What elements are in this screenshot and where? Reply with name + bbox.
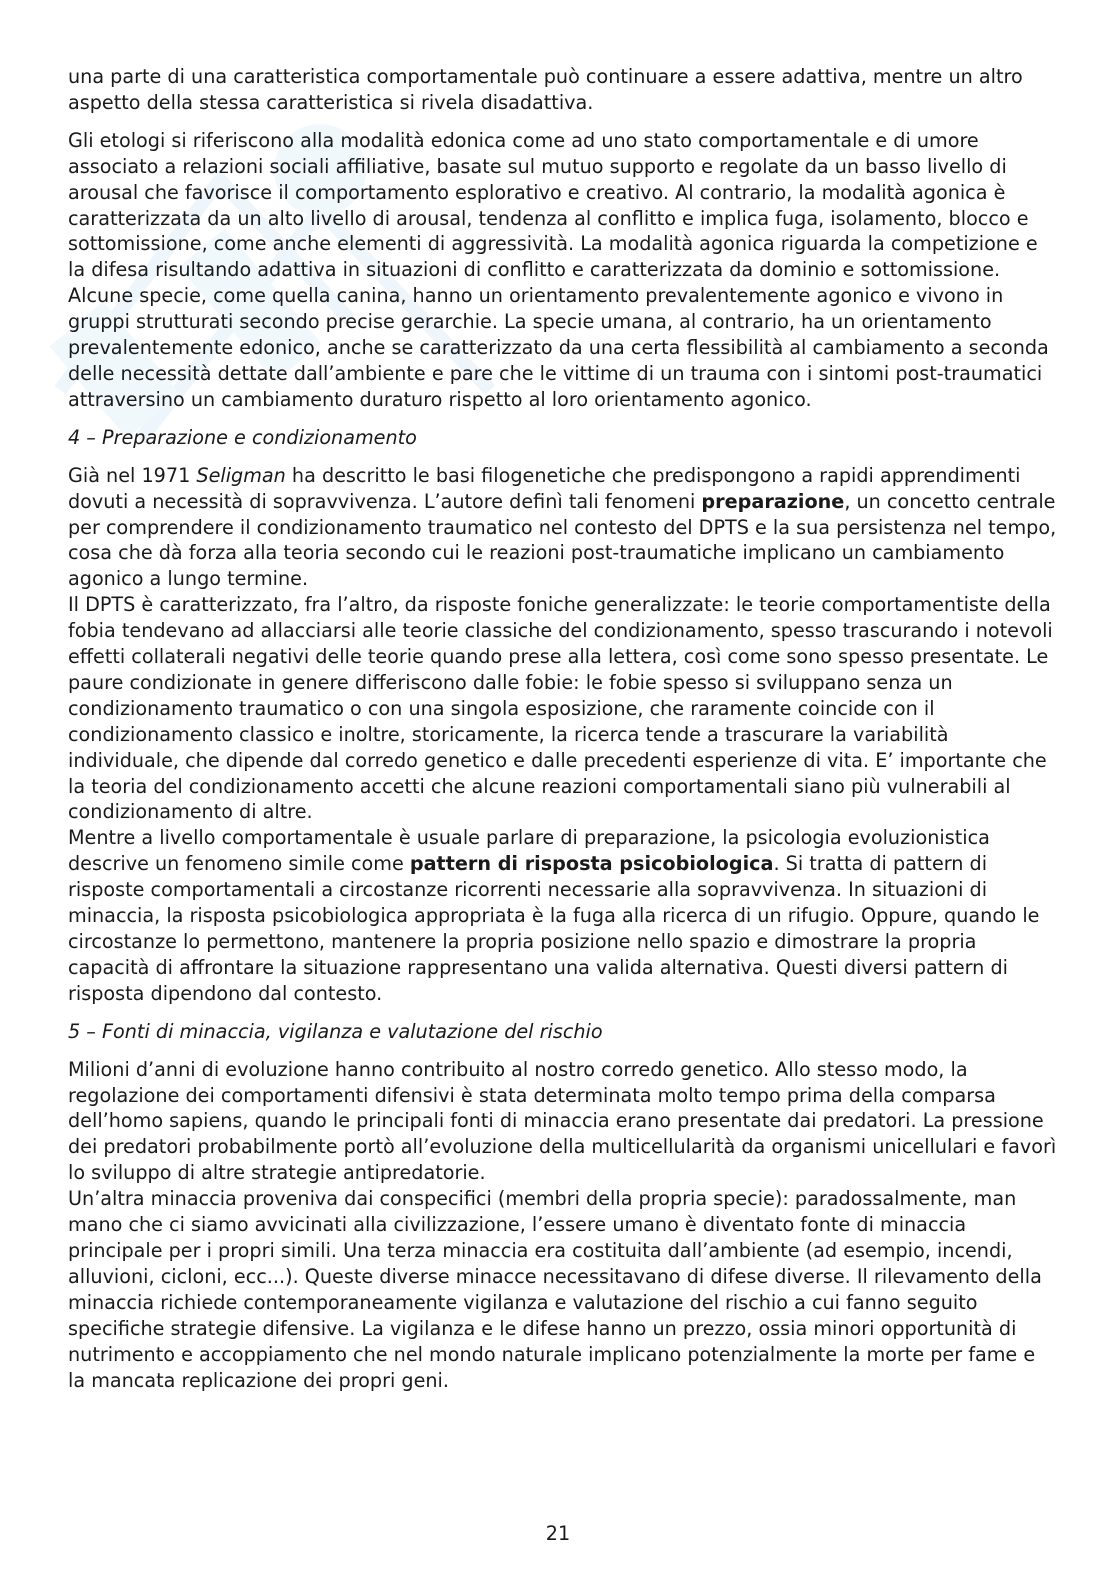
- paragraph-1: una parte di una caratteristica comportamentale può continuare a essere adattiva, mentre un altro aspetto della stessa caratteristica si rivela disadattiva.: [68, 65, 1023, 114]
- paragraph-2: Gli etologi si riferiscono alla modalità edonica come ad uno stato comportamentale e di umore associato a relazioni sociali affiliative, basate sul mutuo supporto e regolate da un basso livello di arousal che favorisce il comportamento esplorativo e creativo. Al contrario, la modalità agonica è caratterizzata da un alto livello di arousal, tendenza al conflitto e implica fuga, isolamento, blocco e sottomissione, come anche elementi di aggressività. La modalità agonica riguarda la competizione e la difesa risultando adattiva in situazioni di conflitto e caratterizzata da dominio e sottomissione. Alcune specie, come quella canina, hanno un orientamento prevalentemente agonico e vivono in gruppi strutturati secondo precise gerarchie. La specie umana, al contrario, ha un orientamento prevalentemente edonico, anche se caratterizzato da una certa flessibilità al cambiamento a seconda delle necessità dettate dall’ambiente e pare che le vittime di un trauma con i sintomi post-traumatici attraversino un cambiamento duraturo rispetto al loro orientamento agonico.: [68, 128, 1049, 411]
- paragraph-7: Un’altra minaccia proveniva dai conspecifici (membri della propria specie): paradossalmente, man mano che ci siamo avvicinati alla civilizzazione, l’essere umano è diventato fonte di minaccia principale per i propri simili. Una terza minaccia era costituita dall’ambiente (ad esempio, incendi, alluvioni, cicloni, ecc...). Queste diverse minacce necessitavano di difese diverse. Il rilevamento della minaccia richiede contemporaneamente vigilanza e valutazione del rischio a cui fanno seguito specifiche strategie difensive. La vigilanza e le difese hanno un prezzo, ossia minori opportunità di nutrimento e accoppiamento che nel mondo naturale implicano potenzialmente la morte per fame e la mancata replicazione dei propri geni.: [68, 1187, 1042, 1392]
- term-preparazione: preparazione: [701, 489, 845, 513]
- paragraph-4: Il DPTS è caratterizzato, fra l’altro, da risposte foniche generalizzate: le teorie comportamentiste della fobia tendevano ad allacciarsi alle teorie classiche del condizionamento, spesso trascurando i notevoli effetti collaterali negativi delle teorie quando prese alla lettera, così come sono spesso presentate. Le paure condizionate in genere differiscono dalle fobie: le fobie spesso si sviluppano senza un condizionamento traumatico o con una singola esposizione, che raramente coincide con il condizionamento classico e inoltre, storicamente, la ricerca tende a trascurare la variabilità individuale, che dipende dal corredo genetico e dalle precedenti esperienze di vita. E’ importante che la teoria del condizionamento accetti che alcune reazioni comportamentali siano più vulnerabili al condizionamento di altre.: [68, 593, 1053, 824]
- author-name: Seligman: [196, 463, 286, 487]
- section-heading-4: 4 – Preparazione e condizionamento: [68, 425, 417, 449]
- page-number: 21: [545, 1522, 571, 1545]
- section-heading-5: 5 – Fonti di minaccia, vigilanza e valutazione del rischio: [68, 1019, 603, 1043]
- paragraph-6: Milioni d’anni di evoluzione hanno contribuito al nostro corredo genetico. Allo stesso modo, la regolazione dei comportamenti difensivi è stata determinata molto tempo prima della comparsa dell’homo sapiens, quando le principali fonti di minaccia erano presentate dai predatori. La pressione dei predatori probabilmente portò all’evoluzione della multicellularità da organismi unicellulari e favorì lo sviluppo di altre strategie antipredatorie.: [68, 1057, 1057, 1185]
- term-pattern: pattern di risposta psicobiologica: [409, 852, 774, 876]
- paragraph-5: Mentre a livello comportamentale è usuale parlare di preparazione, la psicologia evoluzionistica descrive un fenomeno simile come pattern di risposta psicobiologica. Si tratta di pattern di risposte comportamentali a circostanze ricorrenti necessarie alla sopravvivenza. In situazioni di minaccia, la risposta psicobiologica appropriata è la fuga alla ricerca di un rifugio. Oppure, quando le circostanze lo permettono, mantenere la propria posizione nello spazio e dimostrare la propria capacità di affrontare la situazione rappresentano una valida alternativa. Questi diversi pattern di risposta dipendono dal contesto.: [68, 826, 1040, 1005]
- paragraph-3: Già nel 1971 Seligman ha descritto le basi filogenetiche che predispongono a rapidi apprendimenti dovuti a necessità di sopravvivenza. L’autore definì tali fenomeni preparazione, un concetto centrale per comprendere il condizionamento traumatico nel contesto del DPTS e la sua persistenza nel tempo, cosa che dà forza alla teoria secondo cui le reazioni post-traumatiche implicano un cambiamento agonico a lungo termine.: [68, 463, 1057, 591]
- document-body: [68, 64, 1058, 1393]
